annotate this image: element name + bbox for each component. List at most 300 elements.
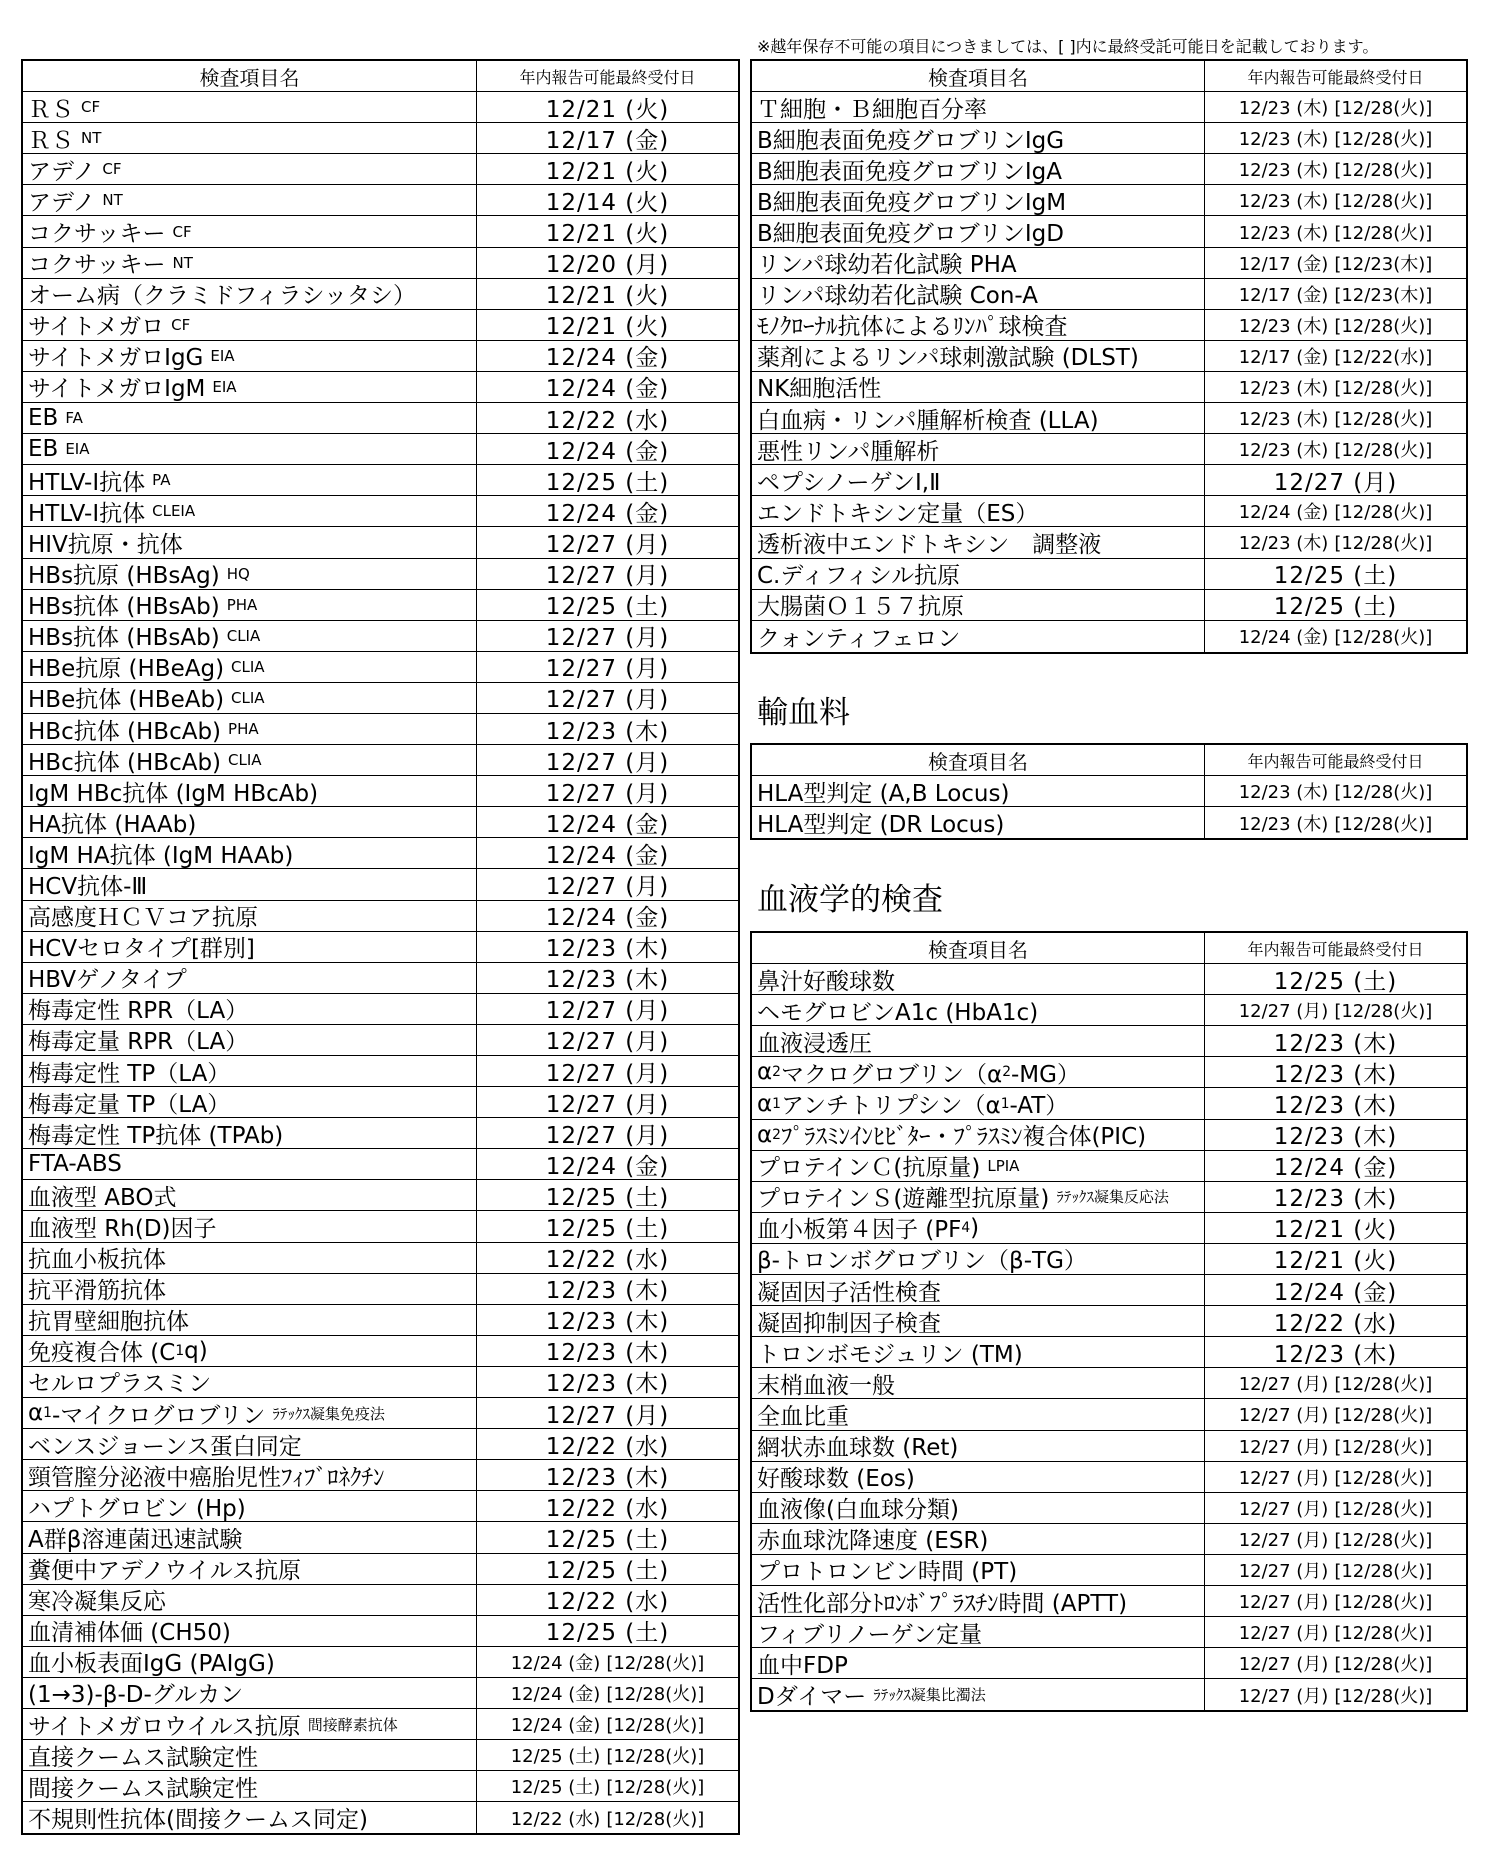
test-name-text: 糞便中アデノウイルス抗原 [28,1558,302,1584]
final-acceptance-date: [12/28(火)] [1334,1001,1433,1023]
deadline-date: 12/24 (金) [1273,1155,1398,1181]
deadline-date: 12/27 (月) [545,998,670,1024]
deadline-date: 12/23 (木) [1273,1030,1398,1057]
final-acceptance-date: [12/28(火)] [606,1652,705,1674]
left-test-table [21,59,740,1835]
deadline-cell [476,372,738,402]
deadline-date: 12/23 (木) [545,1371,670,1398]
table-row [23,372,738,403]
deadline-date: 12/14 (火) [545,189,670,216]
table-header [752,933,1466,964]
test-name-text: q) [184,1337,208,1364]
deadline-date: 12/27 (月) [545,1091,670,1118]
deadline-date: 12/23 (木) [1238,160,1329,182]
table-row [752,1057,1466,1088]
test-name-text: 不規則性抗体(間接クームス同定) [28,1807,368,1834]
deadline-cell [1204,776,1466,806]
table-row [23,1491,738,1522]
test-name-cell [23,154,476,184]
final-acceptance-date: [12/28(火)] [1334,502,1433,524]
table-row [23,1740,738,1771]
method-label: LPIA [987,1156,1020,1175]
deadline-date: 12/27 (月) [1238,1654,1329,1676]
test-name-cell [23,1025,476,1055]
test-name-text: C.ディフィシル抗原 [757,563,961,589]
table-row [23,185,738,216]
test-name-cell [23,1180,476,1210]
table-row [23,341,738,372]
test-name-text: アンチトリプシン（α [780,1093,1001,1119]
test-name-cell: 免疫複合体 (C 1 q) [23,1336,476,1366]
deadline-cell [476,807,738,837]
test-name-cell [752,372,1204,402]
test-name-text: 寒冷凝集反応 [28,1589,166,1615]
test-name-text: HBVゲノタイプ [28,967,187,993]
deadline-cell [476,403,738,433]
deadline-cell [1204,1648,1466,1678]
final-acceptance-date: [12/28(火)] [1334,377,1433,399]
test-name-cell [23,465,476,495]
test-name-cell [23,714,476,744]
deadline-cell [1204,185,1466,215]
table-header [23,61,738,92]
table-row [752,341,1466,372]
deadline-date: 12/20 (月) [545,252,670,278]
deadline-date: 12/22 (水) [1273,1310,1398,1337]
table-row [752,1431,1466,1462]
table-row [23,154,738,185]
deadline-date: 12/27 (月) [545,749,670,776]
deadline-cell [1204,1213,1466,1243]
table-row [752,1182,1466,1213]
deadline-cell [1204,372,1466,402]
deadline-date: 12/22 (水) [545,407,670,434]
deadline-date: 12/17 (金) [1238,284,1329,306]
test-name-cell [23,1771,476,1801]
final-acceptance-date: [12/23(木)] [1334,284,1433,306]
deadline-cell [1204,279,1466,309]
deadline-date: 12/23 (木) [545,1309,670,1335]
table-row [752,1555,1466,1586]
table-row [23,279,738,310]
test-name-text: HBe抗原 (HBeAg) [28,656,225,682]
test-name-text: 網状赤血球数 (Ret) [757,1435,959,1461]
test-name-text: HA抗体 (HAAb) [28,811,197,838]
test-name-cell [23,932,476,962]
deadline-cell [476,248,738,278]
table-row [752,1275,1466,1306]
final-acceptance-date: [12/28(火)] [1334,1405,1433,1427]
method-label: 間接酵素抗体 [307,1715,398,1734]
table-row [752,1586,1466,1617]
deadline-date: 12/25 (土) [1273,968,1398,995]
test-name-cell: 血小板第４因子 (PF 4 ) [752,1213,1204,1243]
test-name-text: アデノ [28,189,96,216]
deadline-cell [1204,527,1466,557]
deadline-cell [476,1305,738,1335]
deadline-date: 12/27 (月) [1273,469,1398,496]
test-name-text: 抗胃壁細胞抗体 [28,1309,189,1335]
table-row [23,1274,738,1305]
deadline-date: 12/27 (月) [1238,1529,1329,1551]
table-row [752,621,1466,652]
table-row [752,964,1466,995]
deadline-date: 12/25 (土) [510,1746,601,1768]
deadline-date: 12/27 (月) [1238,1374,1329,1396]
final-acceptance-date: [12/28(火)] [1334,1592,1433,1614]
test-name-text: 白血病・リンパ腫解析検査 (LLA) [757,407,1099,434]
deadline-cell [1204,92,1466,122]
header-deadline: 年内報告可能最終受付日 [1204,933,1466,963]
test-name-cell [23,590,476,620]
test-name-cell [752,1493,1204,1523]
table-row [752,92,1466,123]
method-label: CLEIA [152,502,196,521]
table-row [752,1120,1466,1151]
table-row [23,1025,738,1056]
deadline-cell [476,963,738,993]
deadline-cell [476,1616,738,1646]
test-name-cell [23,1429,476,1459]
deadline-date: 12/27 (月) [545,873,670,900]
test-name-text: α [28,1400,44,1427]
deadline-cell [476,1429,738,1459]
test-name-text: コクサッキー [28,252,166,278]
deadline-cell [1204,1399,1466,1429]
deadline-cell [476,185,738,215]
test-name-cell [752,1524,1204,1554]
test-name-text: IgM HA抗体 (IgM HAAb) [28,842,294,869]
final-acceptance-date: [12/28(火)] [1334,1623,1433,1645]
test-name-cell [23,372,476,402]
final-acceptance-date: [12/28(火)] [606,1746,705,1768]
test-name-cell: α 2 マクログロブリン（α 2 -MG） [752,1057,1204,1087]
test-name-text: NK細胞活性 [757,376,882,403]
test-name-cell [752,216,1204,246]
test-name-cell [23,1709,476,1739]
header-deadline: 年内報告可能最終受付日 [1204,61,1466,91]
test-name-cell [23,1585,476,1615]
test-name-text: HBc抗体 (HBcAb) [28,718,222,745]
test-name-cell [23,1274,476,1304]
deadline-date: 12/23 (木) [1273,1061,1398,1088]
deadline-date: 12/22 (水) [545,1433,670,1460]
deadline-cell [476,216,738,246]
deadline-cell [476,1367,738,1397]
right-test-table [750,59,1468,654]
table-row [23,216,738,247]
table-row [23,1243,738,1274]
deadline-cell [1204,403,1466,433]
table-row [752,434,1466,465]
deadline-date: 12/25 (土) [545,1620,670,1646]
deadline-date: 12/27 (月) [1238,1405,1329,1427]
test-name-text: 免疫複合体 (C [28,1340,176,1366]
table-row [23,496,738,527]
test-name-cell [23,185,476,215]
test-name-cell [752,590,1204,620]
deadline-date: 12/27 (月) [1238,1560,1329,1582]
deadline-cell [1204,341,1466,371]
test-name-text: 鼻汁好酸球数 [757,968,895,995]
deadline-cell [476,123,738,153]
test-name-text: 凝固因子活性検査 [757,1279,941,1306]
deadline-date: 12/23 (木) [545,718,670,745]
deadline-date: 12/27 (月) [1238,1498,1329,1520]
table-row [23,590,738,621]
section-title-transfusion: 輸血料 [757,695,850,731]
test-name-text: (1→3)-β-D-グルカン [28,1682,244,1708]
test-name-text: ペプシノーゲンⅠ,Ⅱ [757,469,941,496]
deadline-date: 12/27 (月) [1238,1001,1329,1023]
test-name-text: HBs抗体 (HBsAb) [28,594,220,620]
deadline-cell [476,1678,738,1708]
deadline-date: 12/24 (金) [1238,627,1329,649]
final-acceptance-date: [12/22(水)] [1334,346,1433,368]
deadline-date: 12/23 (木) [545,1340,670,1366]
test-name-text: 頸管膣分泌液中癌胎児性ﾌｨﾌﾞﾛﾈｸﾁﾝ [28,1464,385,1491]
deadline-cell [476,92,738,122]
test-name-cell [752,403,1204,433]
deadline-date: 12/27 (月) [1238,1685,1329,1707]
table-row [752,310,1466,341]
test-name-cell [23,1243,476,1273]
deadline-date: 12/24 (金) [510,1652,601,1674]
deadline-date: 12/27 (月) [1238,1467,1329,1489]
test-name-text: プロテインＣ(抗原量) [757,1155,981,1181]
table-row [752,1213,1466,1244]
test-name-text: サイトメガロIgG [28,345,204,371]
table-row [23,932,738,963]
final-acceptance-date: [12/28(火)] [1334,98,1433,120]
deadline-date: 12/22 (水) [545,1495,670,1522]
test-name-text: Dダイマー [757,1684,867,1711]
table-row [23,1709,738,1740]
deadline-cell [1204,1057,1466,1087]
final-acceptance-date: [12/28(火)] [1334,1560,1433,1582]
test-name-text: 抗平滑筋抗体 [28,1278,166,1304]
table-row [752,807,1466,838]
test-name-cell: α 2 ﾌﾟﾗｽﾐﾝｲﾝﾋﾋﾞﾀｰ・ﾌﾟﾗｽﾐﾝ複合体(PIC) [752,1120,1204,1150]
deadline-cell [476,341,738,371]
deadline-cell [1204,1555,1466,1585]
test-name-text: -AT） [1009,1093,1069,1119]
final-acceptance-date: [12/28(火)] [1334,1498,1433,1520]
final-acceptance-date: [12/28(火)] [1334,1654,1433,1676]
final-acceptance-date: [12/28(火)] [1334,409,1433,431]
test-name-cell [23,1647,476,1677]
deadline-date: 12/25 (土) [510,1777,601,1799]
deadline-date: 12/27 (月) [1238,1436,1329,1458]
deadline-cell [476,1118,738,1148]
final-acceptance-date: [12/28(火)] [1334,782,1433,804]
test-name-text: 梅毒定性 TP（LA） [28,1060,231,1087]
deadline-date: 12/23 (木) [1238,533,1329,555]
test-name-cell [752,1399,1204,1429]
deadline-date: 12/21 (火) [1273,1248,1398,1275]
test-name-text: 梅毒定性 TP抗体 (TPAb) [28,1122,284,1149]
deadline-cell [1204,310,1466,340]
deadline-cell [476,683,738,713]
deadline-date: 12/21 (火) [545,314,670,340]
deadline-cell [476,1554,738,1584]
test-name-text: アデノ [28,158,96,185]
deadline-date: 12/25 (土) [545,1558,670,1584]
transfusion-table [750,743,1468,840]
table-row [23,1211,738,1242]
table-row [23,621,738,652]
header-item-name: 検査項目名 [928,749,1028,774]
deadline-cell [476,1025,738,1055]
final-acceptance-date: [12/28(火)] [606,1715,705,1737]
deadline-date: 12/25 (土) [1273,563,1398,589]
test-name-cell [23,1305,476,1335]
final-acceptance-date: [12/28(火)] [1334,627,1433,649]
deadline-date: 12/22 (水) [545,1589,670,1615]
deadline-date: 12/27 (月) [545,1402,670,1429]
deadline-cell [1204,590,1466,620]
deadline-date: 12/23 (木) [545,1464,670,1491]
deadline-date: 12/17 (金) [1238,253,1329,275]
final-acceptance-date: [12/28(火)] [1334,1436,1433,1458]
deadline-cell [1204,465,1466,495]
deadline-cell [476,1243,738,1273]
deadline-date: 12/17 (金) [545,127,670,154]
test-name-cell [752,964,1204,994]
table-row [752,590,1466,621]
deadline-date: 12/25 (土) [1273,594,1398,620]
test-name-text: HLA型判定 (A,B Locus) [757,780,1010,807]
test-name-text: HLA型判定 (DR Locus) [757,812,1005,839]
test-name-text: ハプトグロビン (Hp) [28,1495,246,1522]
test-name-cell [23,745,476,775]
method-label: CF [102,160,122,179]
deadline-date: 12/27 (月) [1238,1623,1329,1645]
test-name-text: ﾓﾉｸﾛｰﾅﾙ抗体によるﾘﾝﾊﾟ球検査 [757,314,1068,340]
test-name-cell [23,807,476,837]
deadline-cell [1204,1524,1466,1554]
test-name-cell [752,154,1204,184]
deadline-cell [476,932,738,962]
table-row [23,1554,738,1585]
table-row [23,1367,738,1398]
deadline-date: 12/27 (月) [545,1122,670,1149]
test-name-cell [752,248,1204,278]
deadline-date: 12/25 (土) [545,1526,670,1553]
deadline-cell [1204,1368,1466,1398]
final-acceptance-date: [12/28(火)] [606,1777,705,1799]
method-label: NT [81,129,102,148]
table-row [752,372,1466,403]
test-name-text: 血清補体価 (CH50) [28,1620,231,1646]
table-row [23,1771,738,1802]
test-name-text: α [757,1090,773,1117]
test-name-text: ＲＳ [28,127,74,154]
test-name-text: 血液型 Rh(D)因子 [28,1216,217,1242]
test-name-cell [752,1555,1204,1585]
table-row [23,559,738,590]
deadline-date: 12/24 (金) [545,842,670,869]
header-item-name: 検査項目名 [928,65,1028,90]
deadline-date: 12/24 (金) [545,1153,670,1180]
deadline-cell [1204,1617,1466,1647]
table-row [23,683,738,714]
test-name-text: 梅毒定量 TP（LA） [28,1091,231,1118]
table-row [752,1648,1466,1679]
deadline-cell [476,1056,738,1086]
test-name-cell [752,1431,1204,1461]
table-row [23,1429,738,1460]
test-name-text: β-トロンボグロブリン（β-TG） [757,1248,1087,1275]
test-name-cell [752,341,1204,371]
test-name-text: HTLV-Ⅰ抗体 [28,500,146,527]
test-name-cell [23,1211,476,1241]
test-name-cell [752,434,1204,464]
test-name-text: HBc抗体 (HBcAb) [28,749,222,776]
table-row [752,403,1466,434]
test-name-text: エンドトキシン定量（ES） [757,500,1039,527]
deadline-cell [476,1460,738,1490]
section-title-hematology: 血液学的検査 [757,882,943,918]
deadline-date: 12/24 (金) [545,438,670,465]
deadline-date: 12/25 (土) [545,1216,670,1242]
table-row [752,1151,1466,1182]
deadline-date: 12/23 (木) [545,936,670,962]
deadline-cell [476,1087,738,1117]
final-acceptance-date: [12/28(火)] [1334,813,1433,835]
test-name-text: 大腸菌Ｏ１５７抗原 [757,594,964,620]
table-row [23,1802,738,1833]
test-name-cell [752,1244,1204,1274]
table-row [752,1617,1466,1648]
deadline-cell [1204,248,1466,278]
test-name-cell [23,1118,476,1148]
table-row [23,248,738,279]
deadline-cell [1204,1120,1466,1150]
test-name-cell [23,1554,476,1584]
deadline-date: 12/27 (月) [1238,1592,1329,1614]
header-deadline: 年内報告可能最終受付日 [1204,745,1466,775]
table-row [752,1026,1466,1057]
deadline-date: 12/24 (金) [1273,1279,1398,1306]
deadline-cell [476,776,738,806]
deadline-cell [476,434,738,464]
test-name-text: ﾌﾟﾗｽﾐﾝｲﾝﾋﾋﾞﾀｰ・ﾌﾟﾗｽﾐﾝ複合体(PIC) [780,1124,1147,1150]
deadline-cell [1204,1679,1466,1710]
table-row [23,123,738,154]
test-name-cell [752,1182,1204,1212]
final-acceptance-date: [12/28(火)] [1334,533,1433,555]
deadline-date: 12/22 (水) [545,1247,670,1273]
test-name-text: HIV抗原・抗体 [28,531,183,558]
final-acceptance-date: [12/28(火)] [1334,440,1433,462]
method-label: NT [172,253,193,272]
test-name-cell [752,1586,1204,1616]
test-name-text: HBs抗体 (HBsAb) [28,625,220,651]
test-name-cell [23,1491,476,1521]
deadline-date: 12/23 (木) [1238,315,1329,337]
deadline-date: 12/24 (金) [545,905,670,931]
deadline-cell [476,652,738,682]
test-name-cell: α 1 アンチトリプシン（α 1 -AT） [752,1088,1204,1118]
deadline-cell [476,527,738,557]
test-name-text: Ｔ細胞・Ｂ細胞百分率 [757,96,987,123]
table-row [752,496,1466,527]
test-name-cell [752,1151,1204,1181]
deadline-date: 12/24 (金) [545,376,670,403]
test-name-cell [23,1802,476,1833]
test-name-cell [752,776,1204,806]
